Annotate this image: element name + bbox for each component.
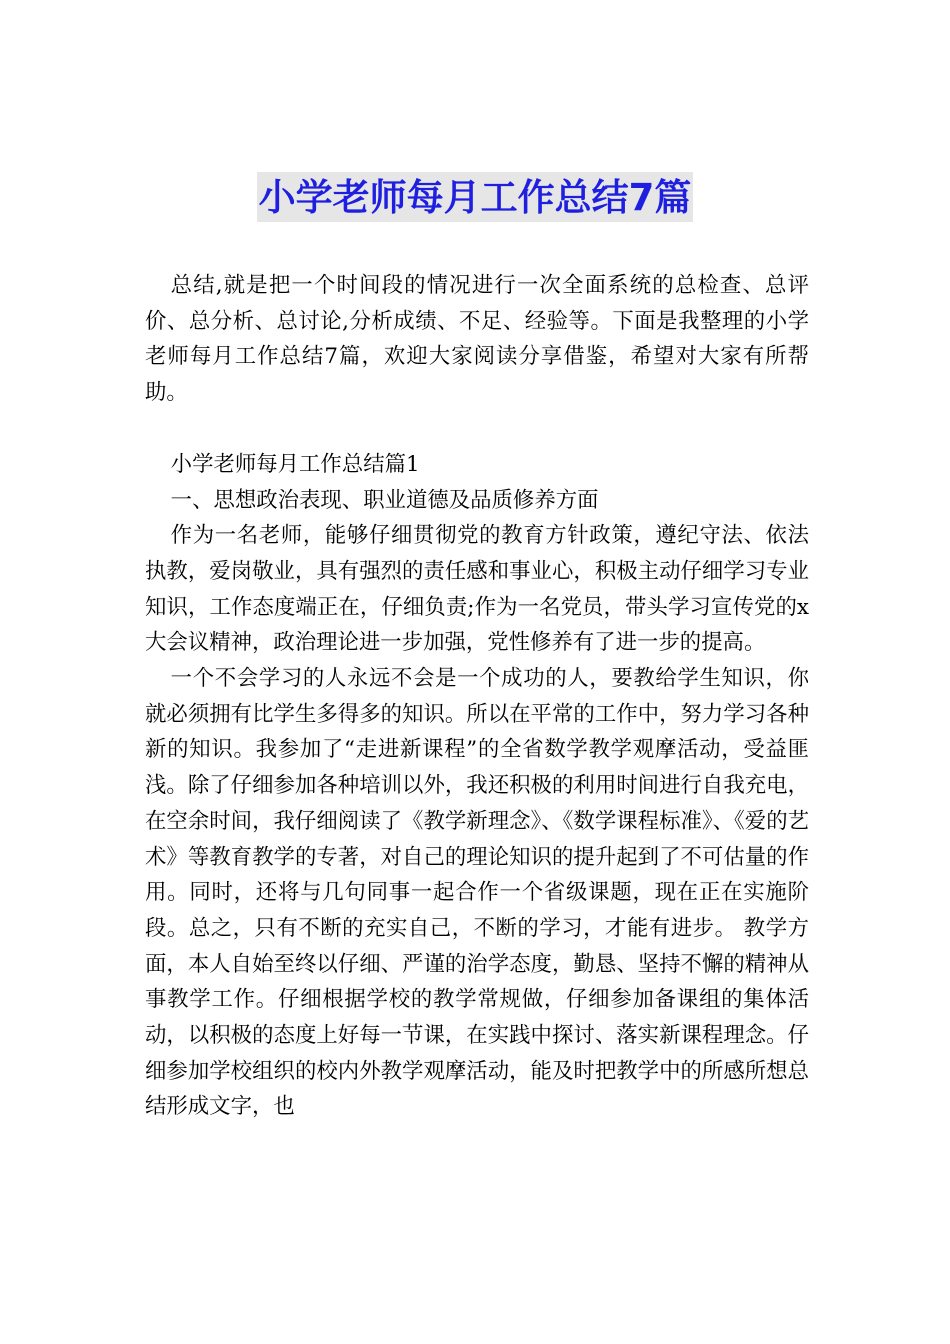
title-container xyxy=(0,172,950,222)
body-paragraph-2: 一个不会学习的人永远不会是一个成功的人，要教给学生知识，你就必须拥有比学生多得多的知识。所以在平常的工作中，努力学习各种新的知识。我参加了“走进新课程”的全省数学教学观摩活动，受益匪浅。除了仔细参加各种培训以外，我还积极的利用时间进行自我充电，在空余时间，我仔细阅读了《教学新理念》、《数学课程标准》、《爱的艺术》等教育教学的专著，对自己的理论知识的提升起到了不可估量的作用。同时，还将与几句同事一起合作一个省级课题，现在正在实施阶段。总之，只有不断的充实自己，不断的学习，才能有进步。 教学方面，本人自始至终以仔细、严谨的治学态度，勤恳、坚持不懈的精神从事教学工作。仔细根据学校的教学常规做，仔细参加备课组的集体活动，以积极的态度上好每一节课，在实践中探讨、落实新课程理念。仔细参加学校组织的校内外教学观摩活动，能及时把教学中的所感所想总结形成文字，也 xyxy=(145,666,809,1120)
paragraph-gap xyxy=(145,411,809,447)
intro-paragraph: 总结,就是把一个时间段的情况进行一次全面系统的总检查、总评价、总分析、总讨论,分析成绩、不足、经验等。下面是我整理的小学老师每月工作总结7篇，欢迎大家阅读分享借鉴，希望对大家有所帮助。 xyxy=(145,273,809,406)
document-title: 小学老师每月工作总结7篇 xyxy=(257,172,694,222)
document-body xyxy=(145,268,809,1125)
section-heading: 小学老师每月工作总结篇1 xyxy=(170,451,420,477)
body-paragraph-1: 作为一名老师，能够仔细贯彻党的教育方针政策，遵纪守法、依法执教，爱岗敬业，具有强烈的责任感和事业心，积极主动仔细学习专业知识，工作态度端正在，仔细负责;作为一名党员，带头学习宣传党的x大会议精神，政治理论进一步加强，党性修养有了进一步的提高。 xyxy=(145,523,809,656)
subsection-heading: 一、思想政治表现、职业道德及品质修养方面 xyxy=(170,487,599,513)
